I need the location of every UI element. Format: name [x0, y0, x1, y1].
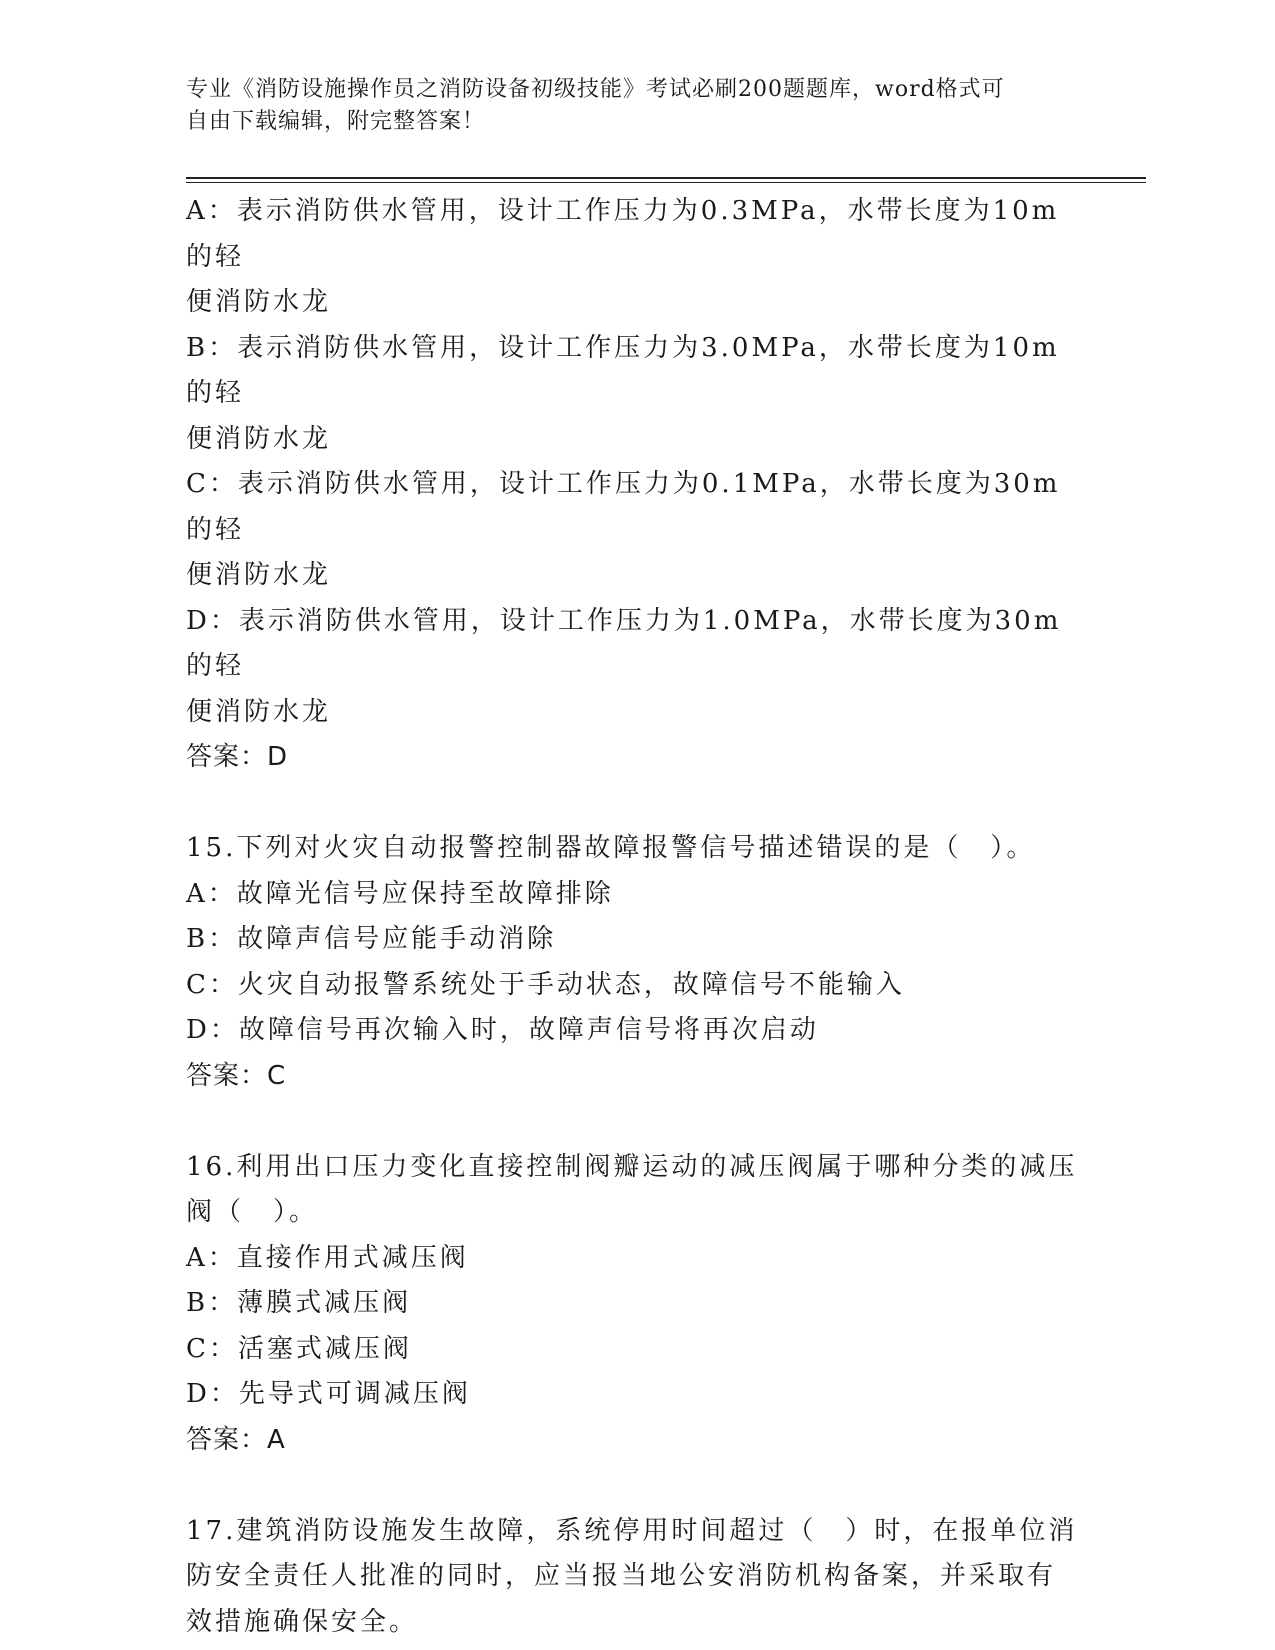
question-stem-line-2: 阀（ ）。 [186, 1197, 319, 1227]
option-c: C：活塞式减压阀 [186, 1333, 412, 1364]
header-line-1: 专业《消防设施操作员之消防设备初级技能》考试必刷200题题库，word格式可 [186, 77, 1005, 102]
option-c-line-1: C：表示消防供水管用，设计工作压力为0.1MPa，水带长度为30m的轻 [186, 469, 1061, 545]
question-14-continued [186, 189, 1086, 781]
option-b: B：故障声信号应能手动消除 [186, 924, 557, 954]
spacer [186, 781, 1086, 827]
option-a-line-2: 便消防水龙 [186, 287, 332, 317]
answer-line: 答案：A [186, 1424, 286, 1455]
question-stem-line-1: 16.利用出口压力变化直接控制阀瓣运动的减压阀属于哪种分类的减压 [186, 1151, 1078, 1182]
option-a: A：故障光信号应保持至故障排除 [186, 878, 614, 909]
option-d: D：故障信号再次输入时，故障声信号将再次启动 [186, 1015, 819, 1045]
header-line-2: 自由下载编辑，附完整答案！ [186, 109, 486, 134]
option-b-line-1: B：表示消防供水管用，设计工作压力为3.0MPa，水带长度为10m的轻 [186, 332, 1060, 408]
answer-line: 答案：C [186, 1060, 287, 1091]
question-stem-line-3: 效措施确保安全。 [186, 1606, 419, 1637]
question-16 [186, 1145, 1086, 1464]
document-body [186, 189, 1086, 1645]
spacer [186, 1099, 1086, 1145]
answer-line: 答案：D [186, 742, 289, 772]
question-15 [186, 826, 1086, 1099]
option-c: C：火灾自动报警系统处于手动状态，故障信号不能输入 [186, 969, 905, 1000]
option-a-line-1: A：表示消防供水管用，设计工作压力为0.3MPa，水带长度为10m的轻 [186, 196, 1060, 272]
option-d-line-1: D：表示消防供水管用，设计工作压力为1.0MPa，水带长度为30m的轻 [186, 605, 1062, 681]
option-b: B：薄膜式减压阀 [186, 1288, 412, 1318]
header-divider-thick [186, 177, 1146, 179]
question-17 [186, 1509, 1086, 1646]
header-divider-thin [186, 182, 1146, 183]
question-stem: 15.下列对火灾自动报警控制器故障报警信号描述错误的是（ ）。 [186, 833, 1036, 863]
spacer [186, 1463, 1086, 1509]
option-d: D：先导式可调减压阀 [186, 1379, 471, 1409]
option-c-line-2: 便消防水龙 [186, 560, 332, 590]
question-stem-line-1: 17.建筑消防设施发生故障，系统停用时间超过（ ）时，在报单位消 [186, 1515, 1078, 1546]
document-header [186, 74, 1066, 138]
option-b-line-2: 便消防水龙 [186, 423, 332, 454]
option-a: A：直接作用式减压阀 [186, 1242, 469, 1273]
question-stem-line-2: 防安全责任人批准的同时，应当报当地公安消防机构备案，并采取有 [186, 1561, 1057, 1591]
option-d-line-2: 便消防水龙 [186, 696, 332, 727]
